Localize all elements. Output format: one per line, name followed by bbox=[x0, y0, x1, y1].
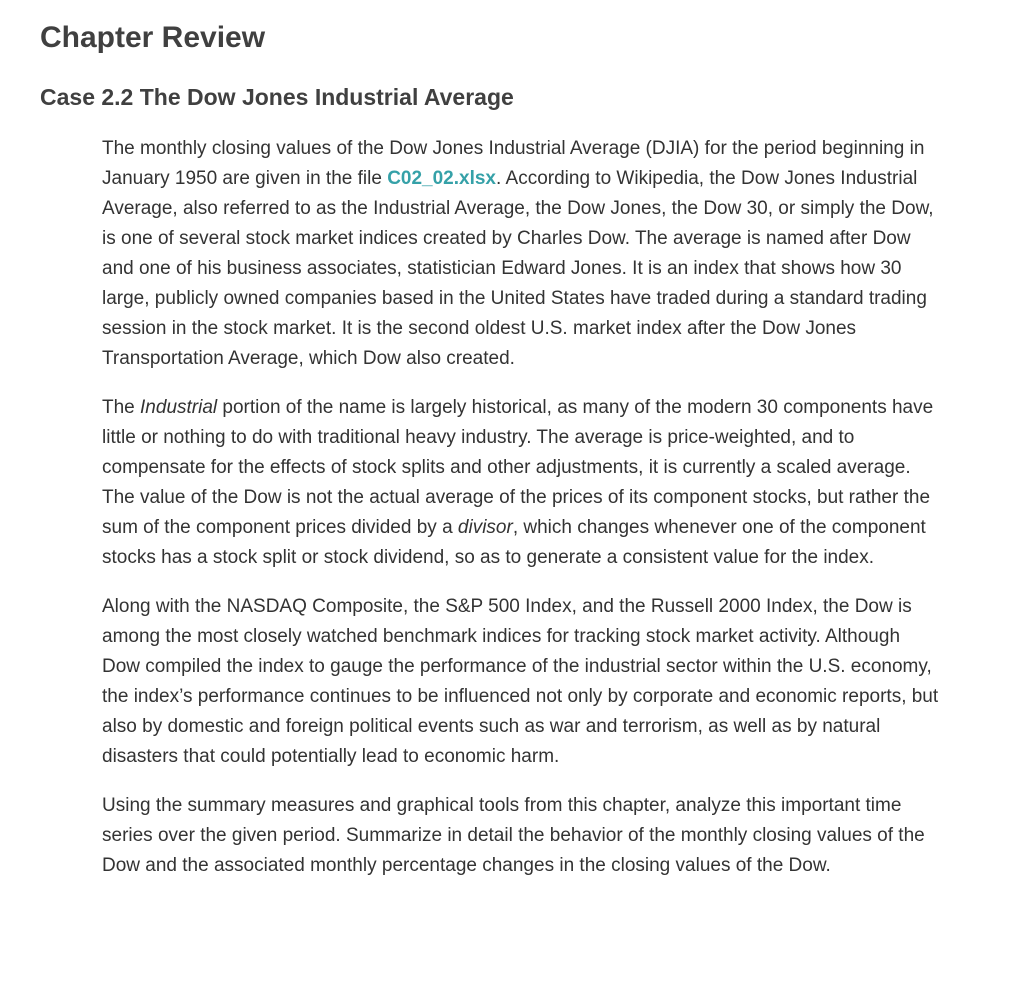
paragraph-industrial-end: , which changes whenever one of the component stocks has a stock split or stock dividend, so as to generate a consistent value for the index. bbox=[102, 517, 926, 568]
paragraph-benchmark: Along with the NASDAQ Composite, the S&P 500 Index, and the Russell 2000 Index, the Dow is among the most closely watched benchmark indices for tracking stock market activity. Although Dow compiled the index to gauge the performance of the industrial sector within the U.S. economy, the index’s performance continues to be influenced not only by corporate and economic reports, but also by domestic and foreign political events such as war and terrorism, as well as by natural disasters that could potentially lead to economic harm. bbox=[102, 596, 939, 767]
case-body bbox=[102, 134, 942, 900]
paragraph-intro-text-before-link: The monthly closing values of the Dow Jones Industrial Average (DJIA) for the period beginning in January 1950 are given in the file bbox=[102, 138, 925, 189]
chapter-title: Chapter Review bbox=[40, 21, 266, 54]
paragraph-industrial bbox=[102, 393, 942, 573]
paragraph-intro-text-after-link: . According to Wikipedia, the Dow Jones Industrial Average, also referred to as the Industrial Average, the Dow Jones, the Dow 30, or simply the Dow, is one of several stock market indices created by Charles Dow. The average is named after Dow and one of his business associates, statistician Edward Jones. It is an index that shows how 30 large, publicly owned companies based in the United States have traded during a standard trading session in the stock market. It is the second oldest U.S. market index after the Dow Jones Transportation Average, which Dow also created. bbox=[102, 168, 934, 369]
italic-divisor: divisor bbox=[457, 517, 513, 538]
case-title: Case 2.2 The Dow Jones Industrial Average bbox=[40, 84, 514, 110]
paragraph-industrial-start: The bbox=[102, 397, 141, 418]
paragraph-task: Using the summary measures and graphical tools from this chapter, analyze this important time series over the given period. Summarize in detail the behavior of the monthly closing values of the Dow and the associated monthly percentage changes in the closing values of the Dow. bbox=[102, 795, 925, 876]
data-file-link[interactable]: C02_02.xlsx bbox=[387, 168, 497, 189]
italic-industrial: Industrial bbox=[140, 397, 218, 418]
paragraph-industrial-middle: portion of the name is largely historical, as many of the modern 30 components have little or nothing to do with traditional heavy industry. The average is price-weighted, and to compensate for the effects of stock splits and other adjustments, it is currently a scaled average. The value of the Dow is not the actual average of the prices of its component stocks, but rather the sum of the component prices divided by a bbox=[102, 397, 934, 538]
paragraph-intro bbox=[102, 134, 942, 374]
